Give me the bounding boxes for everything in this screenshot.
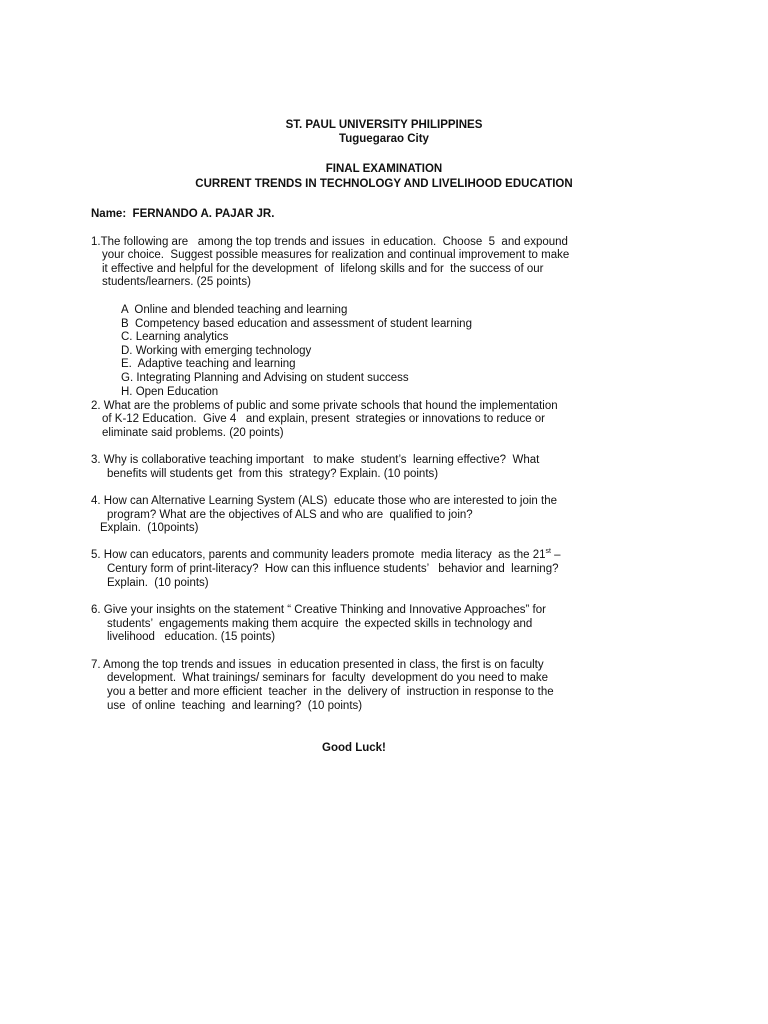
question-line: of K-12 Education. Give 4 and explain, present strategies or innovations to reduce or xyxy=(102,413,546,425)
question-line: 3. Why is collaborative teaching important to make student’s learning effective? What xyxy=(91,454,540,466)
question-line: Explain. (10points) xyxy=(100,522,199,534)
question-line: 2. What are the problems of public and some private schools that hound the implementation xyxy=(91,400,558,412)
ordinal-suffix: st xyxy=(545,548,551,556)
question-line xyxy=(91,549,561,561)
option-item: A Online and blended teaching and learning xyxy=(121,304,348,316)
question-line: your choice. Suggest possible measures for realization and continual improvement to make xyxy=(102,249,570,261)
option-item: C. Learning analytics xyxy=(121,331,229,343)
question-line: use of online teaching and learning? (10 points) xyxy=(107,700,363,712)
question-line: students’ engagements making them acquire the expected skills in technology and xyxy=(107,618,533,630)
question-line: 7. Among the top trends and issues in education presented in class, the first is on faculty xyxy=(91,659,544,671)
university-name: ST. PAUL UNIVERSITY PHILIPPINES xyxy=(285,119,483,131)
option-item: D. Working with emerging technology xyxy=(121,345,312,357)
university-city: Tuguegarao City xyxy=(339,133,429,145)
option-item: E. Adaptive teaching and learning xyxy=(121,358,296,370)
question-line: livelihood education. (15 points) xyxy=(107,631,276,643)
question-line: Century form of print-literacy? How can this influence students’ behavior and learning? xyxy=(107,563,559,575)
exam-title: FINAL EXAMINATION xyxy=(325,163,443,175)
student-name: Name: FERNANDO A. PAJAR JR. xyxy=(91,208,275,220)
question-line: development. What trainings/ seminars for faculty development do you need to make xyxy=(107,672,549,684)
course-title: CURRENT TRENDS IN TECHNOLOGY AND LIVELIHOOD EDUCATION xyxy=(195,178,573,190)
question-text: – xyxy=(550,549,561,561)
closing-text: Good Luck! xyxy=(322,742,386,754)
question-line: program? What are the objectives of ALS and who are qualified to join? xyxy=(107,509,473,521)
question-line: you a better and more efficient teacher in the delivery of instruction in response to the xyxy=(107,686,554,698)
question-line: it effective and helpful for the development of lifelong skills and for the success of our xyxy=(102,263,544,275)
question-line: Explain. (10 points) xyxy=(107,577,209,589)
question-line: benefits will students get from this strategy? Explain. (10 points) xyxy=(107,468,439,480)
question-line: 6. Give your insights on the statement “ Creative Thinking and Innovative Approaches” for xyxy=(91,604,546,616)
option-item: B Competency based education and assessment of student learning xyxy=(121,318,472,330)
option-item: H. Open Education xyxy=(121,386,219,398)
option-item: G. Integrating Planning and Advising on student success xyxy=(121,372,409,384)
question-line: 4. How can Alternative Learning System (ALS) educate those who are interested to join the xyxy=(91,495,558,507)
question-line: eliminate said problems. (20 points) xyxy=(102,427,284,439)
question-line: 1.The following are among the top trends and issues in education. Choose 5 and expound xyxy=(91,236,568,248)
question-text: 5. How can educators, parents and community leaders promote media literacy as the 21 xyxy=(91,549,546,561)
question-line: students/learners. (25 points) xyxy=(102,276,251,288)
